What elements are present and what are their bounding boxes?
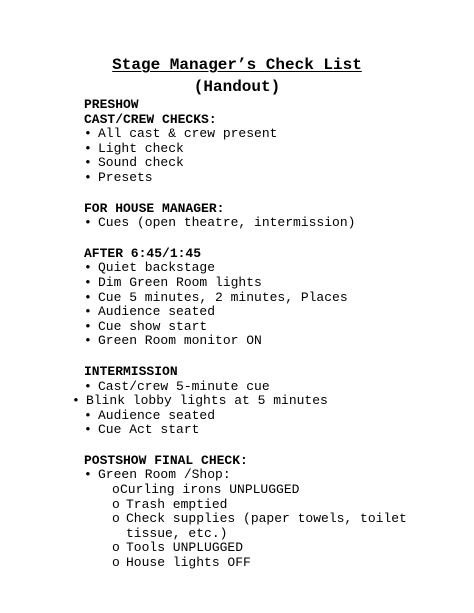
sub-list-item-text: House lights OFF	[126, 555, 251, 571]
sub-list-item	[112, 498, 469, 513]
sub-list-item	[112, 512, 469, 541]
list-item-text: Blink lobby lights at 5 minutes	[86, 393, 328, 409]
list-item	[84, 276, 469, 291]
list-item	[84, 334, 469, 349]
list-item	[84, 305, 469, 320]
sub-list-item-text: Tools UNPLUGGED	[126, 540, 244, 556]
bullet-icon: •	[84, 215, 92, 231]
list-item	[84, 320, 469, 335]
bullet-icon: •	[84, 422, 92, 438]
bullet-icon: •	[84, 318, 92, 334]
circle-bullet-icon: o	[112, 482, 120, 498]
bullet-icon: •	[84, 407, 92, 423]
preshow-list	[84, 127, 469, 185]
document-subtitle: (Handout)	[193, 78, 281, 96]
list-item	[84, 380, 469, 395]
checklist-content	[72, 94, 469, 571]
list-item	[84, 291, 469, 306]
bullet-icon: •	[72, 393, 80, 409]
circle-bullet-icon: o	[112, 511, 120, 527]
sub-list-item	[112, 541, 469, 556]
house-manager-section	[84, 202, 469, 231]
list-item-text: Green Room /Shop:	[98, 467, 231, 483]
list-item-text: All cast & crew present	[98, 126, 278, 142]
circle-bullet-icon: o	[112, 540, 120, 556]
bullet-icon: •	[84, 467, 92, 483]
list-item-text: Audience seated	[98, 407, 216, 423]
list-item-text: Light check	[98, 140, 184, 156]
list-item	[84, 142, 469, 157]
list-item	[84, 171, 469, 186]
circle-bullet-icon: o	[112, 555, 120, 571]
postshow-list	[84, 468, 469, 570]
sub-list-item-text: Trash emptied	[126, 496, 228, 512]
bullet-icon: •	[84, 333, 92, 349]
list-item	[84, 156, 469, 171]
preshow-label: PRESHOW	[84, 97, 139, 112]
cast-crew-checks-heading: CAST/CREW CHECKS:	[84, 111, 217, 127]
list-item	[84, 127, 469, 142]
list-item	[84, 423, 469, 438]
bullet-icon: •	[84, 274, 92, 290]
list-item-text: Sound check	[98, 155, 184, 171]
after-heading: AFTER 6:45/1:45	[84, 245, 202, 261]
bullet-icon: •	[84, 378, 92, 394]
list-item	[84, 261, 469, 276]
bullet-icon: •	[84, 155, 92, 171]
circle-bullet-icon: o	[112, 496, 120, 512]
intermission-list	[72, 378, 469, 438]
postshow-section	[84, 454, 469, 571]
sub-list-item-text: Curling irons UNPLUGGED	[120, 482, 300, 498]
list-item-text: Audience seated	[98, 304, 216, 320]
list-item	[84, 216, 469, 231]
house-manager-list	[84, 216, 469, 231]
after-list	[84, 261, 469, 349]
list-item-text: Green Room monitor ON	[98, 333, 262, 349]
intermission-heading: INTERMISSION	[84, 363, 178, 379]
bullet-icon: •	[84, 140, 92, 156]
list-item-text: Dim Green Room lights	[98, 274, 262, 290]
list-item-text: Cast/crew 5-minute cue	[98, 378, 270, 394]
list-item-text: Quiet backstage	[98, 260, 216, 276]
list-item-text: Cue 5 minutes, 2 minutes, Places	[98, 289, 348, 305]
bullet-icon: •	[84, 289, 92, 305]
bullet-icon: •	[84, 304, 92, 320]
sub-list-item	[112, 483, 469, 498]
after-section	[84, 247, 469, 349]
sub-list-item	[112, 556, 469, 571]
bullet-icon: •	[84, 260, 92, 276]
intermission-section	[72, 363, 469, 438]
list-item-text: Cue show start	[98, 318, 208, 334]
document-title: Stage Manager’s Check List	[112, 56, 362, 74]
list-item-text: Cues (open theatre, intermission)	[98, 215, 356, 231]
sub-list-item-text: Check supplies (paper towels, toilet tissue, etc.)	[126, 511, 407, 541]
list-item	[84, 468, 469, 483]
postshow-heading: POSTSHOW FINAL CHECK:	[84, 452, 248, 468]
preshow-section	[84, 98, 469, 186]
list-item-text: Cue Act start	[98, 422, 200, 438]
list-item	[84, 409, 469, 424]
bullet-icon: •	[84, 126, 92, 142]
bullet-icon: •	[84, 169, 92, 185]
list-item	[72, 394, 469, 409]
list-item-text: Presets	[98, 169, 153, 185]
house-manager-heading: FOR HOUSE MANAGER:	[84, 200, 225, 216]
